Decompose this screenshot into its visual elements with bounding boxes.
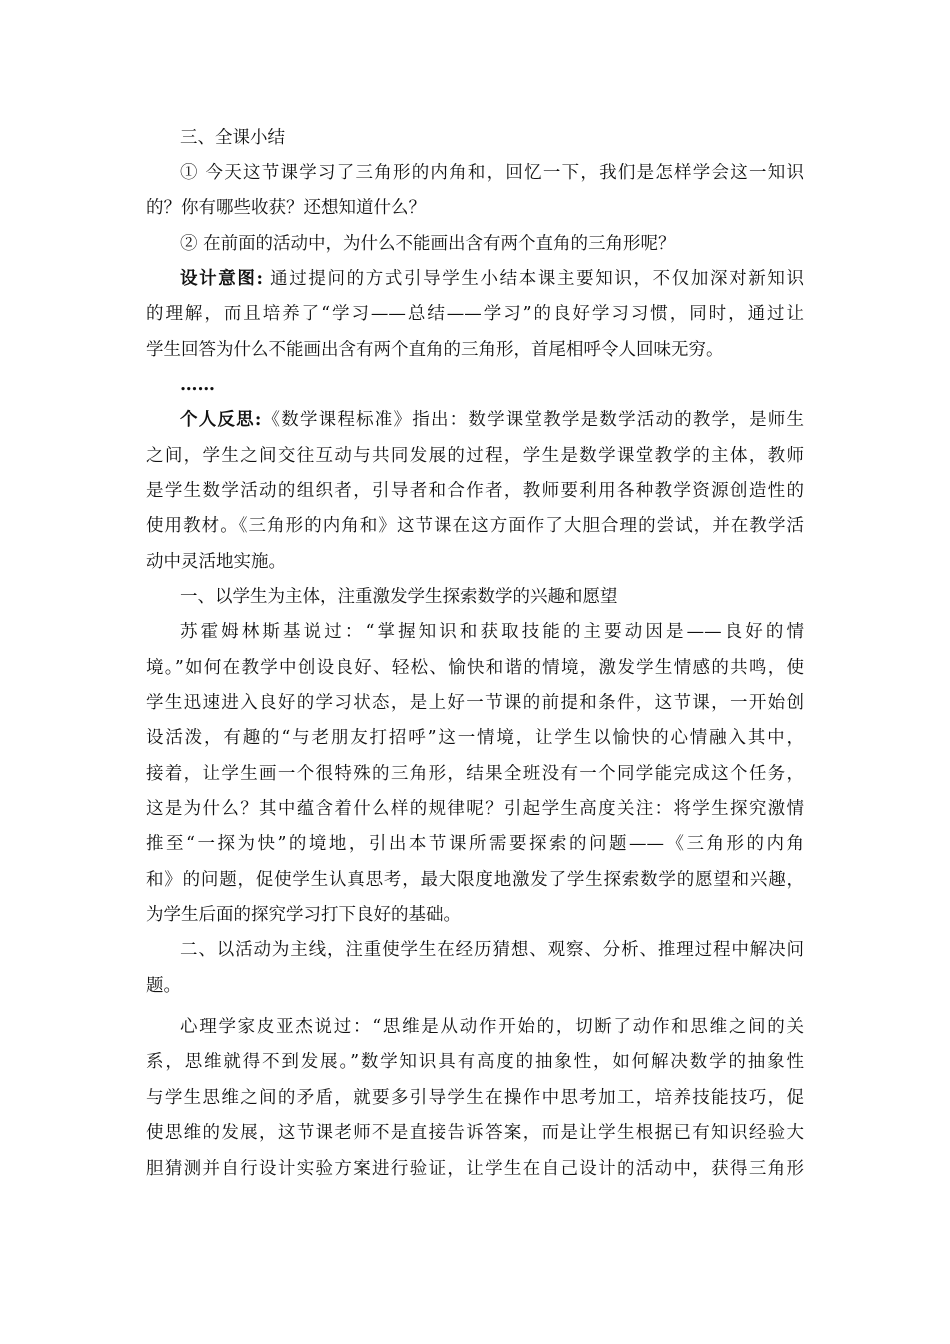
point-1-line-1: 苏霍姆林斯基说过：“掌握知识和获取技能的主要动因是——良好的情 (180, 622, 804, 642)
point-1-heading: 一、以学生为主体，注重激发学生探索数学的兴趣和愿望 (180, 587, 618, 607)
point-2-line-1: 心理学家皮亚杰说过：“思维是从动作开始的，切断了动作和思维之间的关 (180, 1017, 804, 1037)
point-2-line-3: 与学生思维之间的矛盾，就要多引导学生在操作中思考加工，培养技能技巧，促 (146, 1088, 804, 1108)
reflection-line-1 (180, 408, 804, 432)
question-1-line-2: 的？你有哪些收获？还想知道什么？ (146, 198, 426, 218)
design-intent-line-3: 学生回答为什么不能画出含有两个直角的三角形，首尾相呼令人回味无穷。 (146, 340, 724, 360)
question-1-line-1: ① 今天这节课学习了三角形的内角和，回忆一下，我们是怎样学会这一知识 (180, 163, 804, 183)
reflection-line-5: 动中灵活地实施。 (146, 552, 286, 572)
design-intent-text-1: 通过提问的方式引导学生小结本课主要知识，不仅加深对新知识 (262, 269, 805, 289)
point-1-line-4: 设活泼，有趣的“与老朋友打招呼”这一情境，让学生以愉快的心情融入其中， (146, 728, 804, 748)
point-1-line-6: 这是为什么？其中蕴含着什么样的规律呢？引起学生高度关注：将学生探究激情 (146, 799, 804, 819)
point-2-line-2: 系，思维就得不到发展。”数学知识具有高度的抽象性，如何解决数学的抽象性 (146, 1052, 804, 1072)
reflection-line-3: 是学生数学活动的组织者，引导者和合作者，教师要利用各种教学资源创造性的 (146, 481, 804, 501)
point-2-heading-line-2: 题。 (146, 976, 181, 996)
point-1-line-9: 为学生后面的探究学习打下良好的基础。 (146, 905, 461, 925)
point-1-line-7: 推至“一探为快”的境地，引出本节课所需要探索的问题——《三角形的内角 (146, 834, 804, 854)
point-1-line-5: 接着，让学生画一个很特殊的三角形，结果全班没有一个同学能完成这个任务， (146, 764, 804, 784)
point-1-line-3: 学生迅速进入良好的学习状态，是上好一节课的前提和条件，这节课，一开始创 (146, 693, 804, 713)
reflection-text-1: 《数学课程标准》指出：数学课堂教学是数学活动的教学，是师生 (261, 410, 804, 430)
point-2-line-5: 胆猜测并自行设计实验方案进行验证，让学生在自己设计的活动中，获得三角形 (146, 1159, 804, 1179)
point-2-heading-line-1: 二、以活动为主线，注重使学生在经历猜想、观察、分析、推理过程中解决问 (180, 940, 804, 960)
point-2-line-4: 使思维的发展，这节课老师不是直接告诉答案，而是让学生根据已有知识经验大 (146, 1123, 804, 1143)
reflection-label: 个人反思: (180, 410, 262, 430)
design-intent-line-2: 的理解，而且培养了“学习——总结——学习”的良好学习习惯，同时，通过让 (146, 304, 804, 324)
design-intent-label: 设计意图: (180, 269, 263, 289)
ellipsis: …… (180, 375, 215, 395)
reflection-line-2: 之间，学生之间交往互动与共同发展的过程，学生是数学课堂教学的主体，教师 (146, 446, 804, 466)
question-2: ② 在前面的活动中，为什么不能画出含有两个直角的三角形呢？ (180, 234, 676, 254)
design-intent-line-1 (180, 267, 804, 291)
point-1-line-2: 境。”如何在教学中创设良好、轻松、愉快和谐的情境，激发学生情感的共鸣，使 (146, 658, 804, 678)
section-heading-summary: 三、全课小结 (180, 128, 285, 148)
reflection-line-4: 使用教材。《三角形的内角和》这节课在这方面作了大胆合理的尝试，并在教学活 (146, 516, 804, 536)
point-1-line-8: 和》的问题，促使学生认真思考，最大限度地激发了学生探索数学的愿望和兴趣， (146, 870, 804, 890)
